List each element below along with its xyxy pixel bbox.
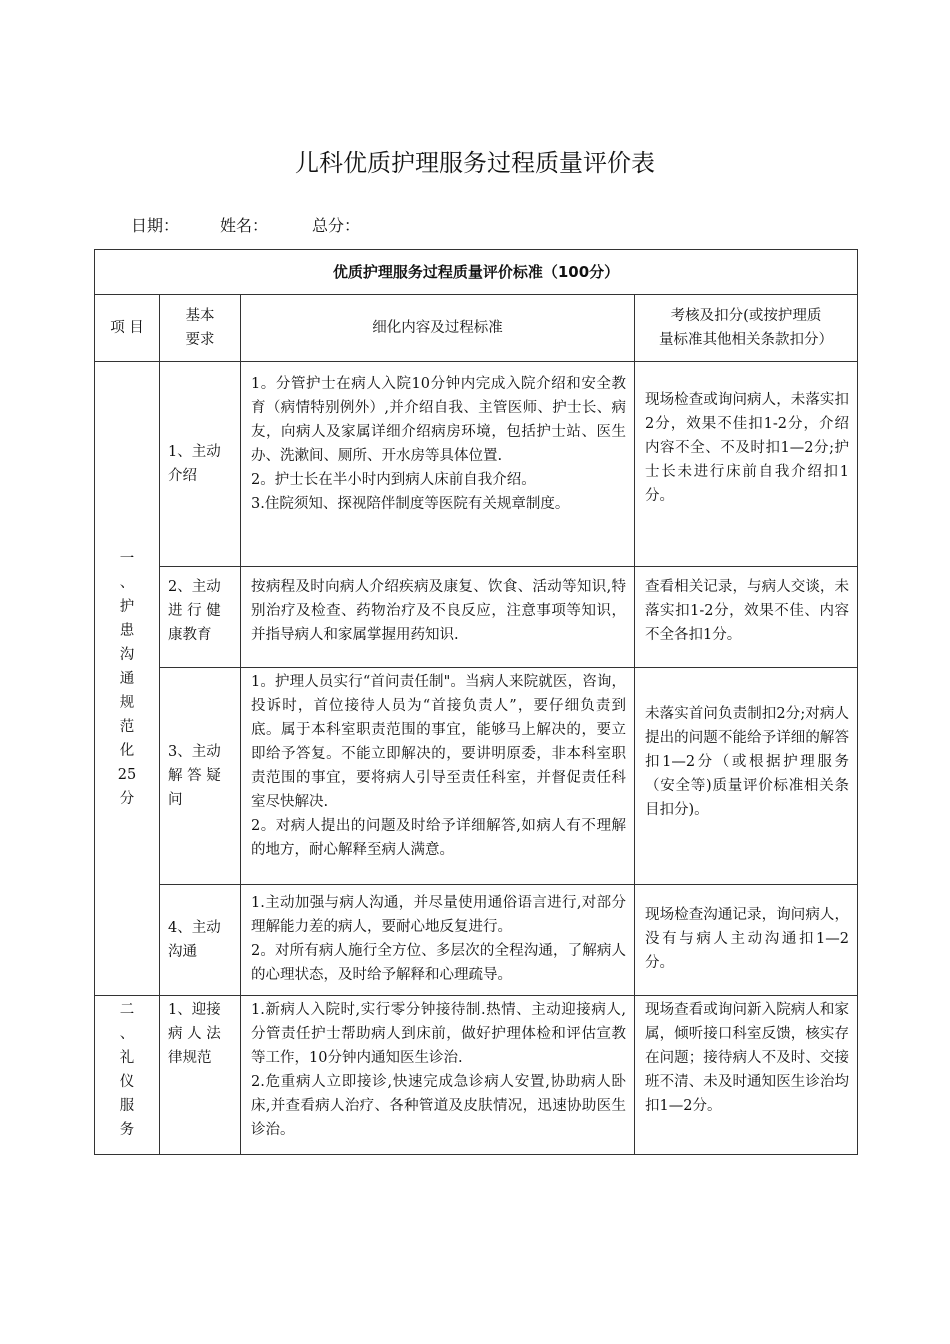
header-score (635, 295, 858, 362)
category-char: 务 (119, 1122, 135, 1138)
header-detail: 细化内容及过程标准 (241, 295, 635, 362)
detail-paragraph: 1.主动加强与病人沟通，并尽量使用通俗语言进行,对部分理解能力差的病人，要耐心地反复进行。 (251, 895, 626, 935)
detail-paragraph: 按病程及时向病人介绍疾病及康复、饮食、活动等知识,特别治疗及检查、药物治疗及不良反应，注意事项等知识，并指导病人和家属掌握用药知识. (251, 579, 626, 643)
table-row (95, 996, 858, 1155)
score-cell (635, 996, 858, 1155)
basic-line: 问 (168, 792, 183, 808)
category-char: 25 (117, 766, 137, 783)
category-char: 规 (119, 694, 135, 711)
category-char: 一 (119, 550, 135, 567)
detail-cell (241, 567, 635, 668)
evaluation-table (94, 249, 858, 1155)
score-cell (635, 362, 858, 567)
score-text: 查看相关记录，与病人交谈，未落实扣1-2分，效果不佳、内容不全各扣1分。 (645, 579, 850, 643)
header-basic-line1: 基本 (185, 308, 215, 324)
score-text: 现场检查沟通记录，询问病人，没有与病人主动沟通扣1—2分。 (645, 907, 850, 971)
basic-line: 介绍 (168, 468, 197, 484)
basic-line: 律规范 (168, 1050, 212, 1066)
detail-paragraph: 2。对所有病人施行全方位、多层次的全程沟通，了解病人的心理状态，及时给予解释和心理疏导。 (251, 943, 626, 983)
category-cell (95, 362, 160, 996)
category-char: 服 (119, 1098, 135, 1114)
table-caption: 优质护理服务过程质量评价标准（100分） (95, 250, 858, 295)
category-char: 、 (119, 574, 135, 591)
category-char: 范 (119, 718, 135, 735)
category-char: 仪 (119, 1074, 135, 1090)
basic-line: 3、主动 (168, 744, 221, 760)
detail-cell (241, 362, 635, 567)
category-char: 患 (119, 622, 135, 639)
basic-line: 4、主动 (168, 920, 221, 936)
category-char: 护 (119, 598, 135, 615)
basic-requirement-cell (160, 362, 241, 567)
detail-paragraph: 1.新病人入院时,实行零分钟接待制.热情、主动迎接病人,分管责任护士帮助病人到床前，做好护理体检和评估宣教等工作，10分钟内通知医生诊治. (251, 1002, 626, 1066)
header-project: 项 目 (95, 295, 160, 362)
score-cell (635, 668, 858, 885)
score-cell (635, 885, 858, 996)
name-label: 姓名： (220, 216, 269, 235)
table-row (95, 885, 858, 996)
header-basic-requirement (160, 295, 241, 362)
detail-paragraph: 2。护士长在半小时内到病人床前自我介绍。 (251, 472, 536, 488)
table-row (95, 362, 858, 567)
detail-paragraph: 2。对病人提出的问题及时给予详细解答,如病人有不理解的地方，耐心解释至病人满意。 (251, 818, 626, 858)
basic-requirement-cell (160, 885, 241, 996)
detail-cell (241, 996, 635, 1155)
category-char: 沟 (119, 646, 135, 663)
total-score-label: 总分： (312, 216, 361, 235)
basic-line: 1、主动 (168, 444, 221, 460)
basic-line: 解 答 疑 (168, 768, 221, 784)
score-text: 现场检查或询问病人，未落实扣2分，效果不佳扣1-2分，介绍内容不全、不及时扣1—2分;护士长未进行床前自我介绍扣1分。 (645, 392, 850, 504)
score-text: 未落实首问负责制扣2分;对病人提出的问题不能给予详细的解答扣1—2分（或根据护理服务（安全等)质量评价标准相关条目扣分)。 (645, 706, 850, 818)
header-score-line1: 考核及扣分(或按护理质 (670, 308, 822, 324)
category-char: 通 (119, 670, 135, 687)
detail-paragraph: 1。护理人员实行“首问责任制"。当病人来院就医，咨询，投诉时，首位接待人员为“首接负责人”，要仔细负责到底。属于本科室职责范围的事宜，能够马上解决的，要立即给予答复。不能立即解决的，要讲明原委，非本科室职责范围的事宜，要将病人引导至责任科室，并督促责任科室尽快解决. (251, 674, 626, 810)
header-score-line2: 量标准其他相关条款扣分） (659, 332, 833, 348)
basic-line: 进 行 健 (168, 603, 221, 619)
category-char: 、 (119, 1026, 135, 1042)
detail-paragraph: 1。分管护士在病人入院10分钟内完成入院介绍和安全教育（病情特别例外）,并介绍自我、主管医师、护士长、病友，向病人及家属详细介绍病房环境，包括护士站、医生办、洗漱间、厕所、开水房等具体位置. (251, 376, 626, 464)
category-char: 礼 (119, 1050, 135, 1066)
header-basic-line2: 要求 (185, 332, 215, 348)
category-char: 二 (119, 1002, 135, 1018)
table-row (95, 668, 858, 885)
basic-line: 沟通 (168, 944, 197, 960)
basic-line: 病 人 法 (168, 1026, 221, 1042)
detail-cell (241, 885, 635, 996)
document-title: 儿科优质护理服务过程质量评价表 (295, 149, 655, 177)
date-label: 日期： (131, 216, 180, 235)
detail-paragraph: 3.住院须知、探视陪伴制度等医院有关规章制度。 (251, 496, 570, 512)
category-char: 化 (119, 742, 135, 759)
detail-cell (241, 668, 635, 885)
basic-line: 康教育 (168, 627, 212, 643)
basic-requirement-cell (160, 996, 241, 1155)
detail-paragraph: 2.危重病人立即接诊,快速完成急诊病人安置,协助病人卧床,并查看病人治疗、各种管道及皮肤情况，迅速协助医生诊治。 (251, 1074, 626, 1138)
basic-line: 2、主动 (168, 579, 221, 595)
category-cell (95, 996, 160, 1155)
category-char: 分 (119, 790, 135, 807)
score-cell (635, 567, 858, 668)
score-text: 现场查看或询问新入院病人和家属，倾听接口科室反馈，核实存在问题；接待病人不及时、交接班不清、未及时通知医生诊治均扣1—2分。 (645, 1002, 850, 1114)
basic-requirement-cell (160, 567, 241, 668)
basic-line: 1、迎接 (168, 1002, 221, 1018)
table-header-row (95, 295, 858, 362)
table-row (95, 567, 858, 668)
basic-requirement-cell (160, 668, 241, 885)
